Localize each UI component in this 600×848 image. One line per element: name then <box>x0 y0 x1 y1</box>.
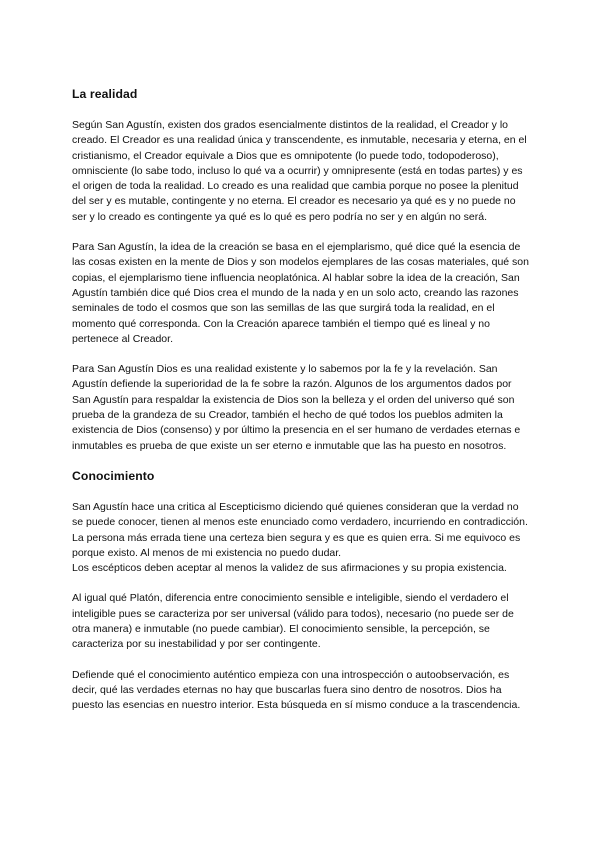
paragraph-conocimiento-3: Al igual qué Platón, diferencia entre conocimiento sensible e inteligible, siendo el verdadero el inteligible pues se caracteriza por ser universal (válido para todos), necesario (no puede ser de otra manera) e inmutable (no puede cambiar). El conocimiento sensible, la percepción, se caracteriza por su inestabilidad y por ser contingente. <box>72 592 514 651</box>
paragraph-realidad-3: Para San Agustín Dios es una realidad existente y lo sabemos por la fe y la revelación. San Agustín defiende la superioridad de la fe sobre la razón. Algunos de los argumentos dados por San Agustín para respaldar la existencia de Dios son la belleza y el orden del universo qué son prueba de la grandeza de su Creador, también el hecho de qué todos los pueblos admiten la existencia de Dios (consenso) y por último la presencia en el ser humano de verdades eternas e inmutables es prueba de que existe un ser eterno e inmutable que las ha puesto en nosotros. <box>72 363 521 452</box>
section-title-realidad: La realidad <box>72 87 138 101</box>
paragraph-conocimiento-2: Los escépticos deben aceptar al menos la validez de sus afirmaciones y su propia existencia. <box>72 562 507 575</box>
paragraph-conocimiento-1: San Agustín hace una critica al Escepticismo diciendo qué quienes consideran que la verdad no se puede conocer, tienen al menos este enunciado como verdadero, incurriendo en contradicción. La persona más errada tiene una certeza bien segura y es que es quien erra. Si me equivoco es porque existo. Al menos de mi existencia no puedo dudar. <box>72 500 528 559</box>
document-page <box>72 86 532 714</box>
paragraph-realidad-1: Según San Agustín, existen dos grados esencialmente distintos de la realidad, el Creador y lo creado. El Creador es una realidad única y transcendente, es inmutable, necesaria y eterna, en el cristianismo, el Creador equivale a Dios que es omnipotente (lo puede todo, todopoderoso), omnisciente (lo sabe todo, incluso lo qué va a ocurrir) y omnipresente (está en todas partes) y es el origen de toda la realidad. Lo creado es una realidad que cambia porque no posee la plenitud del ser y es mutable, contingente y no eterna. El creador es necesario ya qué es y no puede no ser y lo creado es contingente ya qué es lo qué es pero podría no ser y en algún no será. <box>72 119 527 223</box>
paragraph-realidad-2: Para San Agustín, la idea de la creación se basa en el ejemplarismo, qué dice qué la esencia de las cosas existen en la mente de Dios y son modelos ejemplares de las cosas materiales, qué son copias, el ejemplarismo tiene influencia neoplatónica. Al hablar sobre la idea de la creación, San Agustín también dice qué Dios crea el mundo de la nada y en un solo acto, creando las razones seminales de todo el cosmos que son las semillas de las que surgirá toda la realidad, en el momento qué corresponda. Con la Creación aparece también el tiempo qué es lineal y no pertenece al Creador. <box>72 241 529 345</box>
section-title-conocimiento: Conocimiento <box>72 468 155 483</box>
paragraph-conocimiento-4: Defiende qué el conocimiento auténtico empieza con una introspección o autoobservación, es decir, qué las verdades eternas no hay que buscarlas fuera sino dentro de nosotros. Dios ha puesto las esencias en nuestro interior. Esta búsqueda en sí mismo conduce a la trascendencia. <box>72 668 521 712</box>
